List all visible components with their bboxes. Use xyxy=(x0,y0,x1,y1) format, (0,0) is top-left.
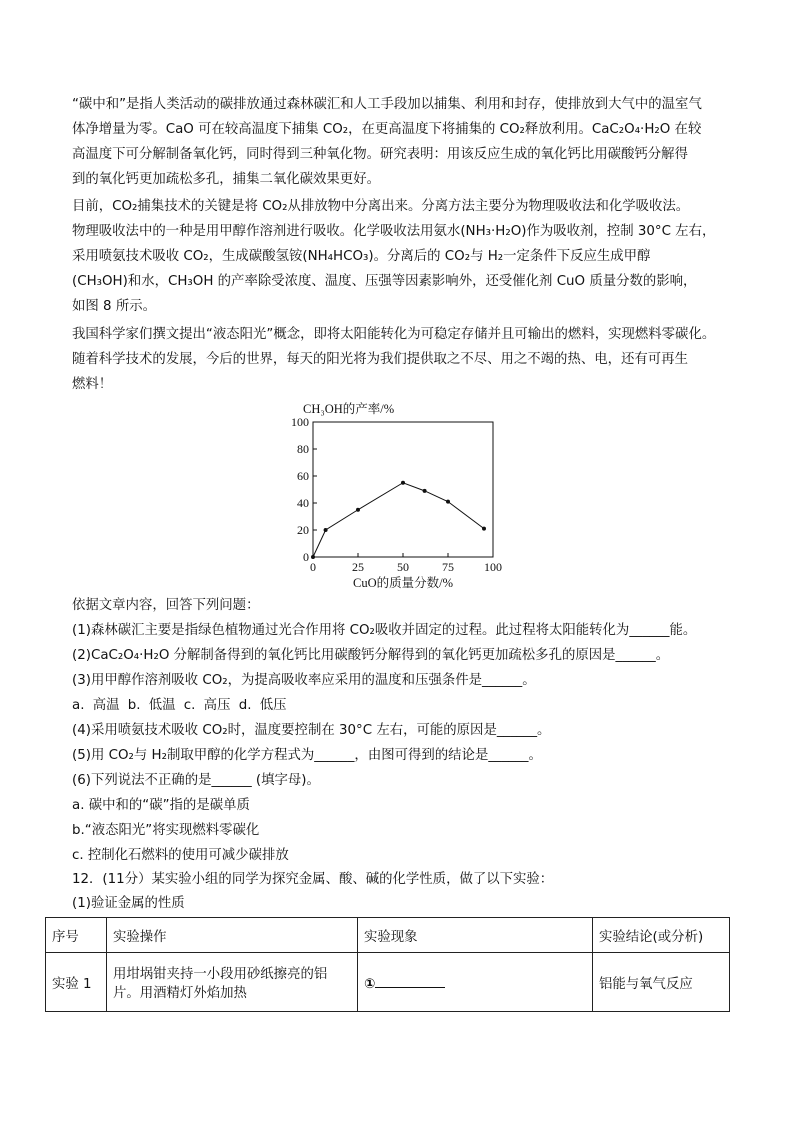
chart-container xyxy=(280,397,520,592)
x-tick-label: 50 xyxy=(397,560,409,574)
series-line xyxy=(313,483,484,557)
questions-intro: 依据文章内容，回答下列问题： xyxy=(72,598,260,613)
x-tick-label: 100 xyxy=(484,560,502,574)
methanol-yield-chart xyxy=(280,397,520,592)
data-point xyxy=(446,500,450,504)
text-line: 目前，CO₂捕集技术的关键是将 CO₂从排放物中分离出来。分离方法主要分为物理吸收法和化学吸收法。 xyxy=(72,199,690,214)
y-tick-label: 20 xyxy=(297,523,309,537)
header-cell-id: 序号 xyxy=(46,918,107,953)
data-point xyxy=(311,555,315,559)
text-line: 我国科学家们撰文提出“液态阳光”概念，即将太阳能转化为可稳定存储并且可输出的燃料，实现燃料零碳化。 xyxy=(72,327,716,342)
y-axis-label: CH₃OH的产率/% xyxy=(303,402,395,416)
header-cell-conclusion: 实验结论(或分析) xyxy=(593,918,730,953)
text-line: 如图 8 所示。 xyxy=(72,299,156,314)
plot-frame xyxy=(313,422,493,557)
x-tick-label: 25 xyxy=(352,560,364,574)
question-2: (2)CaC₂O₄·H₂O 分解制备得到的氧化钙比用碳酸钙分解得到的氧化钙更加疏松多孔的原因是______。 xyxy=(72,648,670,663)
text-line: 到的氧化钙更加疏松多孔，捕集二氧化碳效果更好。 xyxy=(72,172,380,187)
y-tick-label: 0 xyxy=(303,550,309,564)
article-paragraph-3 xyxy=(72,322,727,397)
text-line: (CH₃OH)和水，CH₃OH 的产率除受浓度、温度、压强等因素影响外，还受催化剂 CuO 质量分数的影响， xyxy=(72,274,697,289)
header-cell-operation: 实验操作 xyxy=(107,918,358,953)
operation-line-1: 用坩埚钳夹持一小段用砂纸擦亮的铝 xyxy=(113,967,328,982)
question-6-option-b: b.“液态阳光”将实现燃料零碳化 xyxy=(72,823,260,838)
cell-operation xyxy=(107,953,358,1012)
text-line: 体净增量为零。CaO 可在较高温度下捕集 CO₂，在更高温度下将捕集的 CO₂释放利用。CaC₂O₄·H₂O 在较 xyxy=(72,122,702,137)
text-line: 采用喷氨技术吸收 CO₂，生成碳酸氢铵(NH₄HCO₃)。分离后的 CO₂与 H₂一定条件下反应生成甲醇 xyxy=(72,249,651,264)
question-12: 12．(11分）某实验小组的同学为探究金属、酸、碱的化学性质，做了以下实验： xyxy=(72,872,554,887)
text-line: 燃料！ xyxy=(72,377,113,392)
data-point xyxy=(401,481,405,485)
question-5: (5)用 CO₂与 H₂制取甲醇的化学方程式为______，由图可得到的结论是______。 xyxy=(72,748,542,763)
x-axis-label: CuO的质量分数/% xyxy=(352,576,454,590)
article-paragraph-1 xyxy=(72,92,727,192)
cell-phenomenon xyxy=(358,953,593,1012)
question-6: (6)下列说法不正确的是______ (填字母)。 xyxy=(72,773,320,788)
cell-conclusion: 铝能与氧气反应 xyxy=(593,953,730,1012)
x-tick-label: 0 xyxy=(310,560,316,574)
y-tick-label: 100 xyxy=(291,415,309,429)
text-line: 物理吸收法中的一种是用甲醇作溶剂进行吸收。化学吸收法用氨水(NH₃·H₂O)作为吸收剂，控制 30°C 左右， xyxy=(72,224,716,239)
x-tick-label: 75 xyxy=(442,560,454,574)
operation-line-2: 片。用酒精灯外焰加热 xyxy=(113,986,247,1001)
question-6-option-c: c. 控制化石燃料的使用可减少碳排放 xyxy=(72,848,289,863)
y-tick-label: 60 xyxy=(297,469,309,483)
y-tick-label: 80 xyxy=(297,442,309,456)
y-tick-label: 40 xyxy=(297,496,309,510)
text-line: “碳中和”是指人类活动的碳排放通过森林碳汇和人工手段加以捕集、利用和封存，使排放到大气中的温室气 xyxy=(72,97,702,112)
data-point xyxy=(356,508,360,512)
answer-marker: ① xyxy=(364,976,376,992)
data-point xyxy=(482,527,486,531)
question-6-option-a: a. 碳中和的“碳”指的是碳单质 xyxy=(72,798,250,813)
experiment-table xyxy=(45,917,730,1012)
question-12-subtitle: (1)验证金属的性质 xyxy=(72,896,185,911)
table-header-row xyxy=(46,918,730,953)
text-line: 高温度下可分解制备氧化钙，同时得到三种氧化物。研究表明：用该反应生成的氧化钙比用碳酸钙分解得 xyxy=(72,147,688,162)
question-4: (4)采用喷氨技术吸收 CO₂时，温度要控制在 30°C 左右，可能的原因是______。 xyxy=(72,723,551,738)
data-point xyxy=(324,528,328,532)
table-row xyxy=(46,953,730,1012)
answer-blank[interactable] xyxy=(375,973,445,988)
header-cell-phenomenon: 实验现象 xyxy=(358,918,593,953)
data-point xyxy=(423,489,427,493)
text-line: 随着科学技术的发展，今后的世界，每天的阳光将为我们提供取之不尽、用之不竭的热、电，还有可再生 xyxy=(72,352,688,367)
question-1: (1)森林碳汇主要是指绿色植物通过光合作用将 CO₂吸收并固定的过程。此过程将太阳能转化为______能。 xyxy=(72,623,697,638)
question-3: (3)用甲醇作溶剂吸收 CO₂，为提高吸收率应采用的温度和压强条件是______。 xyxy=(72,673,536,688)
article-paragraph-2 xyxy=(72,194,727,319)
question-3-options: a. 高温 b. 低温 c. 高压 d. 低压 xyxy=(72,698,287,713)
cell-id: 实验 1 xyxy=(46,953,107,1012)
